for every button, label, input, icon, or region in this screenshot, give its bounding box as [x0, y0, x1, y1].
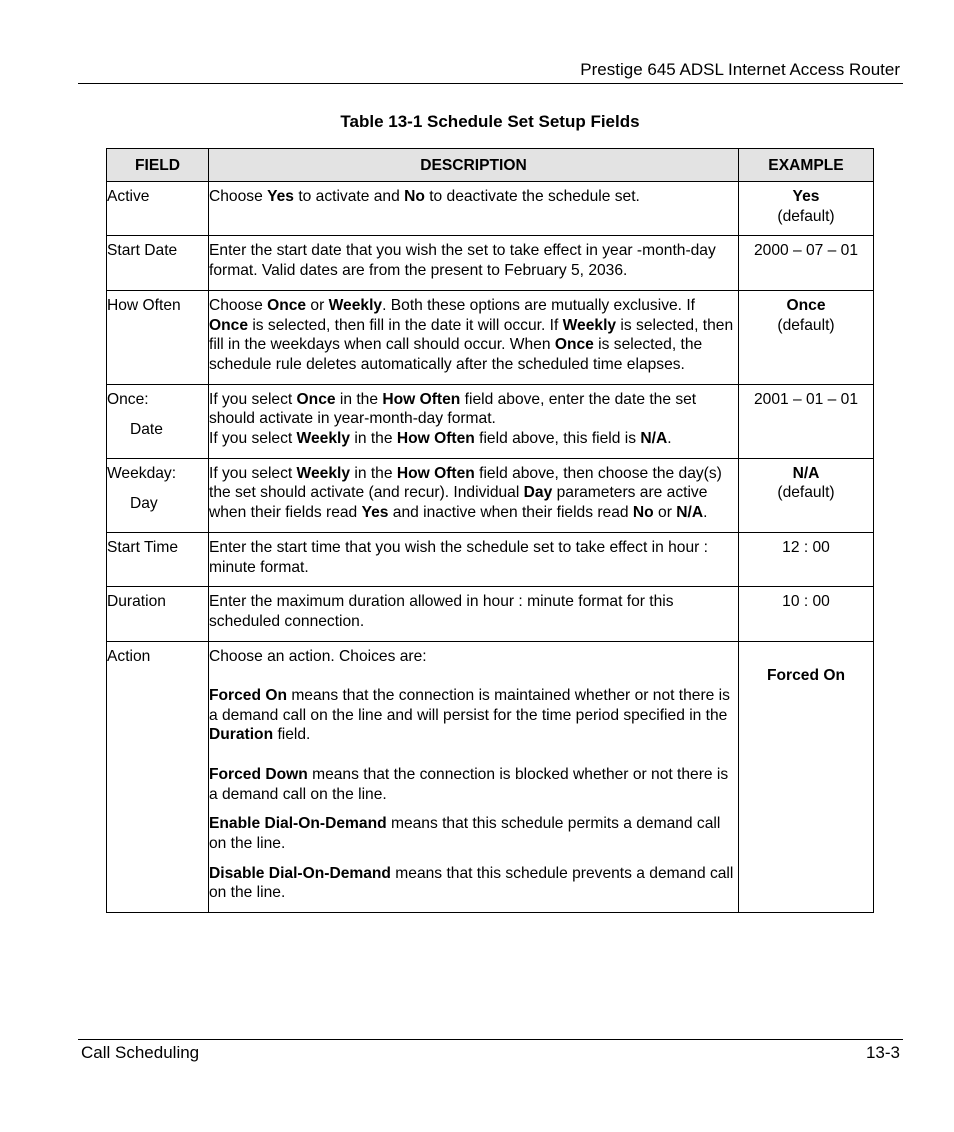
example-value: 12 : 00	[782, 538, 830, 556]
example-value: 10 : 00	[782, 593, 830, 611]
table-row	[107, 458, 874, 532]
example-cell	[739, 182, 874, 236]
description-text: Choose an action. Choices are:	[209, 647, 427, 665]
description-cell	[209, 587, 739, 641]
field-cell	[107, 384, 209, 458]
description-text: Forced Down means that the connection is blocked whether or not there is a demand call on the line.	[209, 765, 729, 803]
example-value: 2001 – 01 – 01	[753, 390, 859, 408]
field-name: Once:	[107, 390, 149, 408]
example-note: (default)	[777, 207, 835, 225]
footer-chapter-title: Call Scheduling	[81, 1043, 200, 1062]
example-value: Once	[786, 296, 826, 314]
description-cell	[209, 458, 739, 532]
table-row	[107, 290, 874, 384]
description-cell	[209, 384, 739, 458]
table-row	[107, 641, 874, 912]
description-text: Enter the start date that you wish the set to take effect in year -month-day format. Valid dates are from the present to February 5, 2036.	[209, 242, 716, 280]
footer-page-number: 13-3	[865, 1043, 900, 1062]
field-name: Weekday:	[107, 464, 177, 482]
field-name: Start Date	[107, 242, 178, 260]
example-cell	[739, 458, 874, 532]
description-cell	[209, 236, 739, 290]
column-header-field: FIELD	[107, 149, 209, 182]
table-row	[107, 384, 874, 458]
description-cell	[209, 641, 739, 912]
description-text: Enter the maximum duration allowed in hour : minute format for this scheduled connection.	[209, 593, 674, 630]
subfield-name: Day	[130, 495, 158, 513]
description-text: Choose Once or Weekly. Both these options are mutually exclusive. If Once is selected, then fill in the date it will occur. If Weekly is selected, then fill in the weekdays when call should occur. When Once is selected, the schedule rule deletes automatically after the scheduled time elapses.	[209, 296, 734, 373]
description-text: If you select Once in the How Often field above, enter the date the set should activate in year-month-day format.	[209, 390, 697, 428]
field-name: Active	[107, 188, 150, 205]
example-value: Forced On	[767, 667, 845, 685]
example-value: 2000 – 07 – 01	[753, 242, 859, 260]
example-cell	[739, 384, 874, 458]
example-cell	[739, 641, 874, 912]
field-name: Duration	[107, 593, 166, 611]
example-note: (default)	[777, 484, 835, 502]
field-cell	[107, 641, 209, 912]
description-text: Disable Dial-On-Demand means that this schedule prevents a demand call on the line.	[209, 864, 734, 902]
field-cell	[107, 182, 209, 236]
description-text: Choose Yes to activate and No to deactivate the schedule set.	[209, 188, 640, 205]
description-cell	[209, 182, 739, 236]
example-cell	[739, 290, 874, 384]
schedule-set-fields-table	[106, 148, 874, 913]
table-row	[107, 532, 874, 586]
field-cell	[107, 458, 209, 532]
example-cell	[739, 532, 874, 586]
field-cell	[107, 587, 209, 641]
field-name: Start Time	[107, 538, 179, 556]
footer-rule	[78, 1039, 903, 1040]
example-cell	[739, 587, 874, 641]
example-value: N/A	[792, 464, 820, 482]
field-cell	[107, 532, 209, 586]
table-row	[107, 236, 874, 290]
description-text: Enter the start time that you wish the schedule set to take effect in hour : minute format.	[209, 538, 708, 576]
column-header-description: DESCRIPTION	[209, 149, 739, 182]
description-text: If you select Weekly in the How Often field above, this field is N/A.	[209, 430, 672, 448]
column-header-example: EXAMPLE	[739, 149, 874, 182]
field-cell	[107, 236, 209, 290]
description-text: If you select Weekly in the How Often field above, then choose the day(s) the set should activate (and recur). Individual Day parameters are active when their fields read Yes and inactive when their fields read No or N/A.	[209, 464, 722, 522]
field-name: How Often	[107, 296, 181, 314]
field-cell	[107, 290, 209, 384]
table-header-row	[107, 149, 874, 182]
description-text: Forced On means that the connection is maintained whether or not there is a demand call on the line and will persist for the time period specified in the Duration field.	[209, 687, 730, 744]
description-text: Enable Dial-On-Demand means that this schedule permits a demand call on the line.	[209, 815, 721, 852]
table-row	[107, 587, 874, 641]
header-rule	[78, 83, 903, 84]
field-name: Action	[107, 647, 151, 665]
example-value: Yes	[792, 188, 820, 205]
running-header-title: Prestige 645 ADSL Internet Access Router	[580, 60, 900, 79]
description-cell	[209, 532, 739, 586]
table-row	[107, 182, 874, 236]
table-caption: Table 13-1 Schedule Set Setup Fields	[340, 112, 640, 131]
example-cell	[739, 236, 874, 290]
example-note: (default)	[777, 316, 835, 334]
subfield-name: Date	[130, 421, 163, 439]
description-cell	[209, 290, 739, 384]
